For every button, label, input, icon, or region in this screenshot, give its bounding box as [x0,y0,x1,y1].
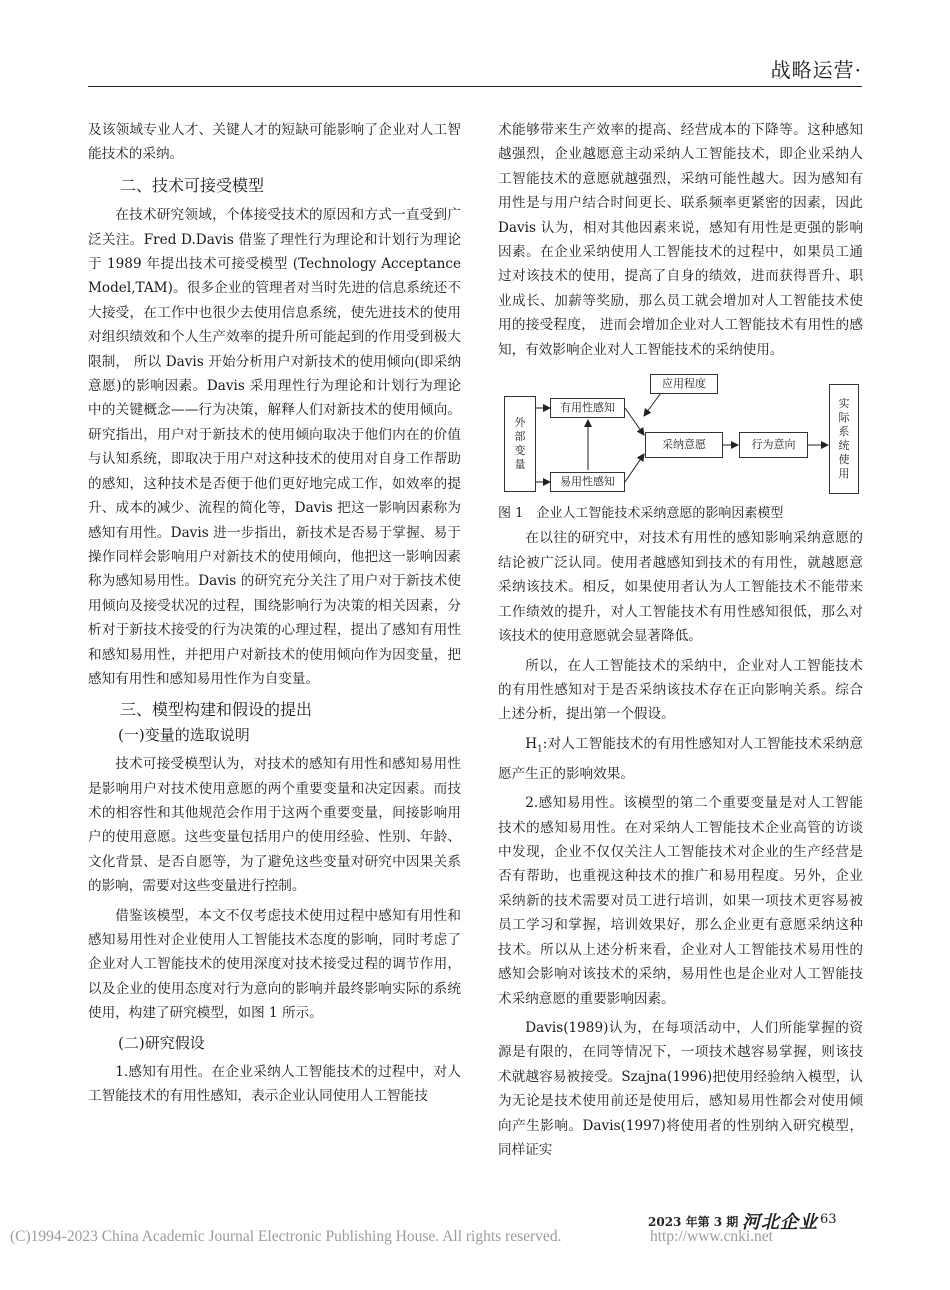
box-char: 使 [838,453,850,467]
box-adoption-intention [645,432,723,458]
box-char: 部 [514,430,526,444]
paragraph: 在技术研究领域，个体接受技术的原因和方式一直受到广泛关注。Fred D.Davis 借鉴了理性行为理论和计划行为理论于 1989 年提出技术可接受模型 (Technology Acceptance Model,TAM)。很多企业的管理者对当时先进的信息系统还不大接受，在工作中也很少去使用信息系统，使先进技术的使用对组织绩效和个人生产效率的提升所可能起到的作用受到极大限制， 所以 Davis 开始分析用户对新技术的使用倾向(即采纳意愿)的影响因素。Davis 采用理性行为理论和计划行为理论中的关键概念——行为决策，解释人们对新技术的使用倾向。研究指出，用户对于新技术的使用倾向取决于他们内在的价值与认知系统，即取决于用户对这种技术的使用对自身工作帮助的感知，这种技术是否便于他们更好地完成工作，如效率的提升、成本的减少、流程的简化等，Davis 把这一影响因素称为感知有用性。Davis 进一步指出，新技术是否易于掌握、易于操作同样会影响用户对新技术的使用倾向，他把这一影响因素称为感知易用性。Davis 的研究充分关注了用户对于新技术使用倾向及接受状况的过程，围绕影响行为决策的相关因素，分析对于新技术接受的行为决策的心理过程，提出了感知有用性和感知易用性，并把用户对新技术的使用倾向作为因变量，把感知有用性和感知易用性作为自变量。 [88,207,461,687]
box-char: 量 [514,458,526,472]
paragraph: 术能够带来生产效率的提高、经营成本的下降等。这种感知越强烈，企业越愿意主动采纳人工智能技术，即企业采纳人工智能技术的意愿就越强烈，采纳可能性越大。因为感知有用性是与用户结合时间更长、联系频率更紧密的因素，因此 Davis 认为，相对其他因素来说，感知有用性是更强的影响因素。在企业采纳使用人工智能技术的过程中，如果员工通过对该技术的使用，提高了自身的绩效，进而获得晋升、职业成长、加薪等奖励，那么员工就会增加对人工智能技术使用的接受程度， 进而会增加企业对人工智能技术有用性的感知，有效影响企业对人工智能技术的采纳使用。 [498,122,863,358]
hypothesis-text: :对人工智能技术的有用性感知对人工智能技术采纳意愿产生正的影响效果。 [498,735,863,782]
box-char: 实 [838,397,850,411]
page-number: 63 [820,1212,837,1227]
box-label: 行为意向 [751,438,796,452]
issue-label: 2023 年第 3 期 [648,1215,739,1229]
box-label: 易用性感知 [560,475,615,489]
box-label: 应用程度 [662,377,706,391]
box-label: 采纳意愿 [662,438,706,452]
hypothesis-symbol: H [525,735,538,752]
hypothesis-h1 [498,732,863,787]
section-header: 战略运营· [770,58,862,82]
subsection-heading-variables: (一)变量的选取说明 [118,725,250,744]
paragraph: 2.感知易用性。该模型的第二个重要变量是对人工智能技术的感知易用性。在对采纳人工智能技术企业高管的访谈中发现，企业不仅仅关注人工智能技术对企业的生产经营是否有帮助，也重视这种技术的推广和易用程度。另外，企业采纳新的技术需要对员工进行培训，如果一项技术更容易被员工学习和掌握，培训效果好，那么企业更有意愿采纳这种技术。所以从上述分析来看，企业对人工智能技术易用性的感知会影响对该技术的采纳，易用性也是企业对人工智能技术采纳意愿的重要影响因素。 [498,795,863,1007]
figure-caption: 图 1 企业人工智能技术采纳意愿的影响因素模型 [498,506,784,522]
cnki-url: http://www.cnki.net [650,1228,773,1245]
box-label: 有用性感知 [560,401,615,415]
paragraph: 在以往的研究中，对技术有用性的感知影响采纳意愿的结论被广泛认同。使用者越感知到技术的有用性，就越愿意采纳该技术。相反，如果使用者认为人工智能技术不能带来工作绩效的提升，对人工智能技术有用性感知很低，那么对该技术的使用意愿就会显著降低。 [498,530,863,645]
box-perceived-ease [550,472,625,492]
copyright-watermark: (C)1994-2023 China Academic Journal Electronic Publishing House. All rights reserved. [10,1228,562,1245]
hypothesis-subscript: 1 [537,744,543,755]
subsection-heading-hypotheses: (二)研究假设 [118,1033,205,1052]
box-char: 外 [514,416,526,430]
box-actual-system-use [829,384,859,494]
box-external-variables [504,396,536,492]
right-column [498,118,863,1162]
box-char: 变 [514,444,526,458]
paragraph: 借鉴该模型，本文不仅考虑技术使用过程中感知有用性和感知易用性对企业使用人工智能技术态度的影响，同时考虑了企业对人工智能技术的使用深度对技术接受过程的调节作用，以及企业的使用态度对行为意向的影响并最终影响实际的系统使用，构建了研究模型，如图 1 所示。 [88,907,461,1022]
paragraph: 技术可接受模型认为，对技术的感知有用性和感知易用性是影响用户对技术使用意愿的两个重要变量和决定因素。而技术的相容性和其他规范会作用于这两个重要变量，间接影响用户的使用意愿。这些变量包括用户的使用经验、性别、年龄、文化背景、是否自愿等，为了避免这些变量对研究中因果关系的影响，需要对这些变量进行控制。 [88,756,461,895]
box-char: 用 [838,467,850,481]
section-heading-model: 三、模型构建和假设的提出 [120,700,313,720]
left-column [88,118,461,1109]
paragraph: Davis(1989)认为，在每项活动中，人们所能掌握的资源是有限的，在同等情况下，一项技术越容易掌握，则该技术就越容易被接受。Szajna(1996)把使用经验纳入模型，认为无论是技术使用前还是使用后，感知易用性都会对使用倾向产生影响。Davis(1997)将使用者的性别纳入研究模型，同样证实 [498,1019,863,1158]
box-char: 系 [838,425,850,439]
section-heading-tam: 二、技术可接受模型 [120,175,265,195]
box-char: 际 [838,411,850,425]
paragraph: 及该领域专业人才、关键人才的短缺可能影响了企业对人工智能技术的采纳。 [88,122,461,163]
paragraph: 1.感知有用性。在企业采纳人工智能技术的过程中，对人工智能技术的有用性感知，表示企业认同使用人工智能技 [88,1064,461,1105]
header-divider [88,86,862,87]
box-char: 统 [838,439,850,453]
journal-logo: 河北企业 [742,1212,818,1233]
box-usage-depth [650,374,718,394]
box-behavioral-intention [739,432,808,458]
box-perceived-usefulness [550,398,625,418]
paragraph: 所以，在人工智能技术的采纳中，企业对人工智能技术的有用性感知对于是否采纳该技术存在正向影响关系。综合上述分析，提出第一个假设。 [498,657,863,723]
figure-model-diagram [498,374,863,496]
page-footer [0,1212,950,1252]
